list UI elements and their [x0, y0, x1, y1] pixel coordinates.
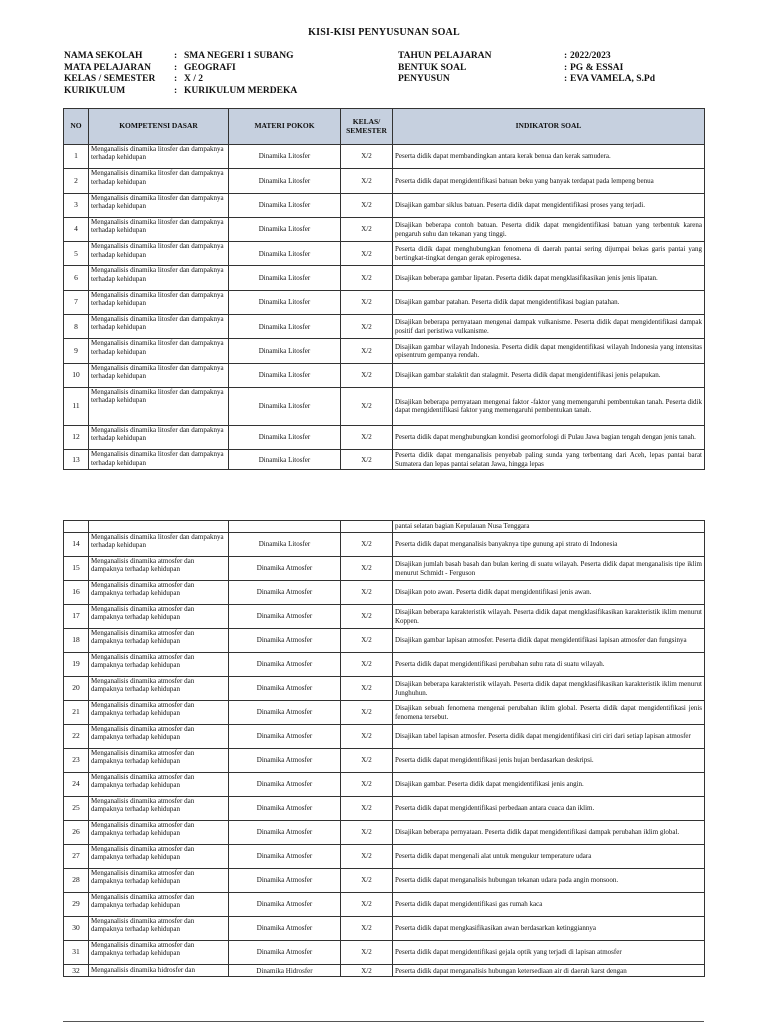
table-row: [64, 701, 705, 725]
row-competency: Menganalisis dinamika litosfer dan dampaknya terhadap kehidupan: [89, 145, 229, 169]
row-competency: Menganalisis dinamika atmosfer dan dampaknya terhadap kehidupan: [89, 581, 229, 605]
meta-key: NAMA SEKOLAH: [64, 51, 143, 61]
table-row: [64, 387, 705, 425]
meta-value: GEOGRAFI: [184, 62, 236, 73]
row-indicator: Disajikan gambar stalaktit dan stalagmit. Peserta didik dapat mengidentifikasi jenis pelapukan.: [393, 363, 705, 387]
meta-sep: :: [174, 85, 178, 96]
row-indicator: Peserta didik dapat mengidentifikasi perbedaan antara cuaca dan iklim.: [393, 797, 705, 821]
row-class-semester: X/2: [341, 653, 393, 677]
row-class-semester: X/2: [341, 425, 393, 449]
row-competency: Menganalisis dinamika litosfer dan dampaknya terhadap kehidupan: [89, 242, 229, 266]
row-no: 17: [64, 605, 89, 629]
row-indicator: Peserta didik dapat menganalisis banyaknya tipe gunung api strato di Indonesia: [393, 533, 705, 557]
row-class-semester: X/2: [341, 749, 393, 773]
table-row: [64, 605, 705, 629]
row-subject-matter: Dinamika Atmosfer: [229, 797, 341, 821]
row-subject-matter: Dinamika Litosfer: [229, 193, 341, 217]
table-row: [64, 581, 705, 605]
row-subject-matter: Dinamika Atmosfer: [229, 605, 341, 629]
row-no: 32: [64, 965, 89, 977]
row-class-semester: X/2: [341, 193, 393, 217]
row-class-semester: X/2: [341, 629, 393, 653]
document-title: KISI-KISI PENYUSUNAN SOAL: [308, 27, 460, 38]
row-no: 7: [64, 290, 89, 314]
row-indicator: Peserta didik dapat mengidentifikasi perubahan suhu rata di suatu wilayah.: [393, 653, 705, 677]
row-class-semester: X/2: [341, 773, 393, 797]
row-indicator: Peserta didik dapat menghubungkan kondisi geomorfologi di Pulau Jawa bagian tengah dengan jenis tanah.: [393, 425, 705, 449]
school-info-right: [398, 51, 698, 86]
row-competency: Menganalisis dinamika atmosfer dan dampaknya terhadap kehidupan: [89, 941, 229, 965]
table-row: [64, 677, 705, 701]
row-class-semester: X/2: [341, 965, 393, 977]
row-no: 31: [64, 941, 89, 965]
row-class-semester: X/2: [341, 387, 393, 425]
row-indicator: Disajikan jumlah basah basah dan bulan kering di suatu wilayah. Peserta didik dapat menganalisis tipe iklim menurut Schmidt - Ferguson: [393, 557, 705, 581]
table-row: [64, 821, 705, 845]
row-competency: Menganalisis dinamika atmosfer dan dampaknya terhadap kehidupan: [89, 605, 229, 629]
row-competency: Menganalisis dinamika litosfer dan dampaknya terhadap kehidupan: [89, 425, 229, 449]
meta-sep: :: [174, 62, 178, 73]
table-row: [64, 290, 705, 314]
row-no: 6: [64, 266, 89, 290]
row-subject-matter: Dinamika Atmosfer: [229, 701, 341, 725]
row-no: 12: [64, 425, 89, 449]
row-no: 25: [64, 797, 89, 821]
row-subject-matter: Dinamika Litosfer: [229, 533, 341, 557]
meta-value: PG & ESSAI: [570, 62, 624, 73]
table-row: [64, 425, 705, 449]
page-bottom-rule: [63, 1021, 704, 1022]
row-indicator: Disajikan beberapa pernyataan. Peserta didik dapat mengidentifikasi dampak perubahan iklim global.: [393, 821, 705, 845]
row-subject-matter: Dinamika Litosfer: [229, 242, 341, 266]
table-row-continuation: [64, 521, 705, 533]
row-competency: Menganalisis dinamika atmosfer dan dampaknya terhadap kehidupan: [89, 725, 229, 749]
row-no: 3: [64, 193, 89, 217]
meta-value: SMA NEGERI 1 SUBANG: [184, 51, 294, 61]
row-indicator: Disajikan gambar lapisan atmosfer. Peserta didik dapat mengidentifikasi lapisan atmosfer dan fungsinya: [393, 629, 705, 653]
row-no: 23: [64, 749, 89, 773]
row-indicator: Disajikan beberapa pernyataan mengenai faktor -faktor yang memengaruhi pembentukan tanah. Peserta didik dapat mengidentifikasi faktor yang memengaruhi pembentukan tanah.: [393, 387, 705, 425]
row-competency: Menganalisis dinamika atmosfer dan dampaknya terhadap kehidupan: [89, 773, 229, 797]
row-competency: Menganalisis dinamika litosfer dan dampaknya terhadap kehidupan: [89, 450, 229, 470]
meta-sep: :: [564, 74, 568, 84]
header-no: NO: [64, 109, 89, 145]
row-no: 20: [64, 677, 89, 701]
row-indicator: Peserta didik dapat mengidentifikasi gejala optik yang terjadi di lapisan atmosfer: [393, 941, 705, 965]
table-row: [64, 773, 705, 797]
row-indicator: Peserta didik dapat mengkasifikasikan awan berdasarkan ketinggiannya: [393, 917, 705, 941]
row-indicator: Peserta didik dapat mengidentifikasi batuan beku yang banyak terdapat pada lempeng benua: [393, 169, 705, 193]
row-class-semester: X/2: [341, 917, 393, 941]
row-no: 30: [64, 917, 89, 941]
table-row: [64, 266, 705, 290]
row-class-semester: [341, 521, 393, 533]
table-row: [64, 217, 705, 241]
meta-row-subject: [64, 63, 394, 75]
row-indicator: Disajikan gambar. Peserta didik dapat mengidentifikasi jenis angin.: [393, 773, 705, 797]
row-class-semester: X/2: [341, 290, 393, 314]
row-class-semester: X/2: [341, 821, 393, 845]
row-no: 4: [64, 217, 89, 241]
meta-row-question-type: [398, 63, 698, 75]
row-no: 16: [64, 581, 89, 605]
table-row: [64, 557, 705, 581]
meta-sep: :: [564, 51, 568, 61]
meta-value: 2022/2023: [570, 51, 611, 61]
meta-key: BENTUK SOAL: [398, 62, 467, 73]
row-class-semester: X/2: [341, 725, 393, 749]
row-competency: Menganalisis dinamika atmosfer dan dampaknya terhadap kehidupan: [89, 629, 229, 653]
row-no: 1: [64, 145, 89, 169]
row-subject-matter: Dinamika Atmosfer: [229, 557, 341, 581]
row-subject-matter: [229, 521, 341, 533]
row-no: 19: [64, 653, 89, 677]
row-subject-matter: Dinamika Atmosfer: [229, 653, 341, 677]
table-row: [64, 145, 705, 169]
row-indicator: Disajikan gambar patahan. Peserta didik dapat mengidentifikasi bagian patahan.: [393, 290, 705, 314]
meta-value: X / 2: [184, 74, 203, 84]
row-subject-matter: Dinamika Litosfer: [229, 450, 341, 470]
row-competency: Menganalisis dinamika atmosfer dan dampaknya terhadap kehidupan: [89, 557, 229, 581]
meta-row-curriculum: [64, 86, 394, 98]
table-row: [64, 797, 705, 821]
row-subject-matter: Dinamika Litosfer: [229, 169, 341, 193]
row-indicator: Peserta didik dapat mengidentifikasi jenis hujan berdasarkan deskripsi.: [393, 749, 705, 773]
row-subject-matter: Dinamika Litosfer: [229, 425, 341, 449]
row-indicator: Peserta didik dapat mengenali alat untuk mengukur temperature udara: [393, 845, 705, 869]
table-row: [64, 893, 705, 917]
table-row: [64, 363, 705, 387]
row-no: 2: [64, 169, 89, 193]
row-indicator: Disajikan poto awan. Peserta didik dapat mengidentifikasi jenis awan.: [393, 581, 705, 605]
row-no: 22: [64, 725, 89, 749]
row-competency: Menganalisis dinamika atmosfer dan dampaknya terhadap kehidupan: [89, 797, 229, 821]
row-subject-matter: Dinamika Atmosfer: [229, 821, 341, 845]
school-info-left: [64, 51, 394, 97]
row-indicator: Peserta didik dapat menganalisis penyebab paling sunda yang terbentang dari Aceh, lepas pantai barat Sumatera dan lepas pantai selatan Jawa, hingga lepas: [393, 450, 705, 470]
row-indicator: Peserta didik dapat mengidentifikasi gas rumah kaca: [393, 893, 705, 917]
table-row: [64, 315, 705, 339]
row-subject-matter: Dinamika Atmosfer: [229, 845, 341, 869]
row-class-semester: X/2: [341, 266, 393, 290]
row-competency: Menganalisis dinamika litosfer dan dampaknya terhadap kehidupan: [89, 290, 229, 314]
table-row: [64, 749, 705, 773]
row-subject-matter: Dinamika Atmosfer: [229, 677, 341, 701]
row-competency: Menganalisis dinamika litosfer dan dampaknya terhadap kehidupan: [89, 193, 229, 217]
row-no: 24: [64, 773, 89, 797]
row-subject-matter: Dinamika Litosfer: [229, 363, 341, 387]
meta-row-class: [64, 74, 394, 86]
meta-key: KELAS / SEMESTER: [64, 74, 156, 84]
row-subject-matter: Dinamika Litosfer: [229, 145, 341, 169]
row-indicator: Disajikan tabel lapisan atmosfer. Peserta didik dapat mengidentifikasi ciri ciri dari setiap lapisan atmosfer: [393, 725, 705, 749]
table-row: [64, 653, 705, 677]
row-class-semester: X/2: [341, 363, 393, 387]
row-subject-matter: Dinamika Litosfer: [229, 387, 341, 425]
row-indicator: Disajikan beberapa gambar lipatan. Peserta didik dapat mengklasifikasikan jenis jenis lipatan.: [393, 266, 705, 290]
row-subject-matter: Dinamika Atmosfer: [229, 725, 341, 749]
row-subject-matter: Dinamika Litosfer: [229, 290, 341, 314]
row-no: 29: [64, 893, 89, 917]
row-indicator-continuation: pantai selatan bagian Kepulauan Nusa Tenggara: [393, 521, 705, 533]
table-row: [64, 450, 705, 470]
row-subject-matter: Dinamika Atmosfer: [229, 773, 341, 797]
row-competency: Menganalisis dinamika litosfer dan dampaknya terhadap kehidupan: [89, 169, 229, 193]
row-no: 28: [64, 869, 89, 893]
row-no: 21: [64, 701, 89, 725]
table-row: [64, 965, 705, 977]
row-competency: Menganalisis dinamika atmosfer dan dampaknya terhadap kehidupan: [89, 749, 229, 773]
row-no: 13: [64, 450, 89, 470]
row-class-semester: X/2: [341, 941, 393, 965]
meta-sep: :: [564, 62, 568, 73]
row-no: 15: [64, 557, 89, 581]
meta-value: EVA VAMELA, S.Pd: [570, 74, 656, 84]
row-subject-matter: Dinamika Litosfer: [229, 339, 341, 363]
row-subject-matter: Dinamika Atmosfer: [229, 869, 341, 893]
meta-row-author: [398, 74, 698, 86]
table-row: [64, 169, 705, 193]
header-class-semester: KELAS/ SEMESTER: [341, 109, 393, 145]
row-class-semester: X/2: [341, 893, 393, 917]
row-indicator: Disajikan sebuah fenomena mengenai perubahan iklim global. Peserta didik dapat mengidentifikasi jenis fenomena tersebut.: [393, 701, 705, 725]
row-subject-matter: Dinamika Hidrosfer: [229, 965, 341, 977]
row-indicator: Disajikan beberapa karakteristik wilayah. Peserta didik dapat mengklasifikasikan karakteristik iklim menurut Junghuhun.: [393, 677, 705, 701]
row-no: 8: [64, 315, 89, 339]
row-subject-matter: Dinamika Litosfer: [229, 217, 341, 241]
row-indicator: Disajikan beberapa contoh batuan. Peserta didik dapat mengidentifikasi batuan yang terbentuk karena pengaruh suhu dan tekanan yang tinggi.: [393, 217, 705, 241]
row-indicator: Peserta didik dapat menghubungkan fenomena di daerah pantai sering dijumpai bekas garis pantai yang bertingkat-tingkat dengan gerak epirogenesa.: [393, 242, 705, 266]
table-row: [64, 869, 705, 893]
table-row: [64, 845, 705, 869]
meta-value: KURIKULUM MERDEKA: [184, 85, 298, 96]
row-no: [64, 521, 89, 533]
row-subject-matter: Dinamika Atmosfer: [229, 917, 341, 941]
row-competency: Menganalisis dinamika litosfer dan dampaknya terhadap kehidupan: [89, 217, 229, 241]
row-subject-matter: Dinamika Atmosfer: [229, 941, 341, 965]
row-subject-matter: Dinamika Atmosfer: [229, 581, 341, 605]
row-no: 27: [64, 845, 89, 869]
row-indicator: Disajikan gambar siklus batuan. Peserta didik dapat mengidentifikasi proses yang terjadi.: [393, 193, 705, 217]
row-competency: Menganalisis dinamika hidrosfer dan: [89, 965, 229, 977]
header-subject-matter: MATERI POKOK: [229, 109, 341, 145]
row-no: 11: [64, 387, 89, 425]
row-indicator: Disajikan beberapa karakteristik wilayah. Peserta didik dapat mengklasifikasikan karakteristik iklim menurut Koppen.: [393, 605, 705, 629]
row-indicator: Peserta didik dapat menganalisis hubungan tekanan udara pada angin monsoon.: [393, 869, 705, 893]
row-no: 10: [64, 363, 89, 387]
row-competency: Menganalisis dinamika atmosfer dan dampaknya terhadap kehidupan: [89, 653, 229, 677]
row-no: 14: [64, 533, 89, 557]
table-row: [64, 339, 705, 363]
row-no: 26: [64, 821, 89, 845]
row-indicator: Peserta didik dapat membandingkan antara kerak benua dan kerak samudera.: [393, 145, 705, 169]
row-class-semester: X/2: [341, 845, 393, 869]
meta-sep: :: [174, 74, 178, 84]
header-competency: KOMPETENSI DASAR: [89, 109, 229, 145]
header-indicator: INDIKATOR SOAL: [393, 109, 705, 145]
row-class-semester: X/2: [341, 533, 393, 557]
row-class-semester: X/2: [341, 869, 393, 893]
row-competency: Menganalisis dinamika atmosfer dan dampaknya terhadap kehidupan: [89, 869, 229, 893]
row-no: 18: [64, 629, 89, 653]
meta-sep: :: [174, 51, 178, 61]
row-competency: Menganalisis dinamika atmosfer dan dampaknya terhadap kehidupan: [89, 701, 229, 725]
row-subject-matter: Dinamika Atmosfer: [229, 893, 341, 917]
row-competency: Menganalisis dinamika atmosfer dan dampaknya terhadap kehidupan: [89, 677, 229, 701]
row-subject-matter: Dinamika Litosfer: [229, 315, 341, 339]
row-competency: Menganalisis dinamika litosfer dan dampaknya terhadap kehidupan: [89, 363, 229, 387]
meta-row-school: [64, 51, 394, 63]
row-class-semester: X/2: [341, 605, 393, 629]
table-row: [64, 533, 705, 557]
row-class-semester: X/2: [341, 169, 393, 193]
row-indicator: Disajikan gambar wilayah Indonesia. Peserta didik dapat mengidentifikasi wilayah Indonesia yang intensitas episentrum gempanya rendah.: [393, 339, 705, 363]
row-class-semester: X/2: [341, 217, 393, 241]
question-grid-table-page2: [63, 520, 705, 977]
row-class-semester: X/2: [341, 701, 393, 725]
row-class-semester: X/2: [341, 315, 393, 339]
row-indicator: Disajikan beberapa pernyataan mengenai dampak vulkanisme. Peserta didik dapat mengidentifikasi dampak positif dari peristiwa vulkanisme.: [393, 315, 705, 339]
meta-key: MATA PELAJARAN: [64, 62, 151, 73]
table-row: [64, 917, 705, 941]
row-competency: Menganalisis dinamika litosfer dan dampaknya terhadap kehidupan: [89, 387, 229, 425]
row-no: 9: [64, 339, 89, 363]
row-class-semester: X/2: [341, 797, 393, 821]
row-competency: Menganalisis dinamika atmosfer dan dampaknya terhadap kehidupan: [89, 821, 229, 845]
table-row: [64, 725, 705, 749]
row-subject-matter: Dinamika Litosfer: [229, 266, 341, 290]
row-class-semester: X/2: [341, 145, 393, 169]
row-class-semester: X/2: [341, 450, 393, 470]
row-competency: Menganalisis dinamika atmosfer dan dampaknya terhadap kehidupan: [89, 917, 229, 941]
meta-key: PENYUSUN: [398, 74, 450, 84]
row-indicator: Peserta didik dapat menganalisis hubungan ketersediaan air di daerah karst dengan: [393, 965, 705, 977]
row-competency: Menganalisis dinamika litosfer dan dampaknya terhadap kehidupan: [89, 533, 229, 557]
row-subject-matter: Dinamika Atmosfer: [229, 629, 341, 653]
row-competency: Menganalisis dinamika litosfer dan dampaknya terhadap kehidupan: [89, 339, 229, 363]
row-class-semester: X/2: [341, 581, 393, 605]
row-class-semester: X/2: [341, 242, 393, 266]
row-competency: Menganalisis dinamika litosfer dan dampaknya terhadap kehidupan: [89, 266, 229, 290]
meta-row-year: [398, 51, 698, 63]
row-class-semester: X/2: [341, 677, 393, 701]
row-no: 5: [64, 242, 89, 266]
row-class-semester: X/2: [341, 339, 393, 363]
row-competency: Menganalisis dinamika atmosfer dan dampaknya terhadap kehidupan: [89, 845, 229, 869]
row-competency: [89, 521, 229, 533]
meta-key: KURIKULUM: [64, 85, 126, 96]
row-subject-matter: Dinamika Atmosfer: [229, 749, 341, 773]
row-competency: Menganalisis dinamika litosfer dan dampaknya terhadap kehidupan: [89, 315, 229, 339]
table-row: [64, 941, 705, 965]
table-header-row: [64, 109, 705, 145]
row-competency: Menganalisis dinamika atmosfer dan dampaknya terhadap kehidupan: [89, 893, 229, 917]
table-row: [64, 629, 705, 653]
row-class-semester: X/2: [341, 557, 393, 581]
table-row: [64, 193, 705, 217]
question-grid-table-page1: [63, 108, 705, 470]
meta-key: TAHUN PELAJARAN: [398, 51, 492, 61]
table-row: [64, 242, 705, 266]
